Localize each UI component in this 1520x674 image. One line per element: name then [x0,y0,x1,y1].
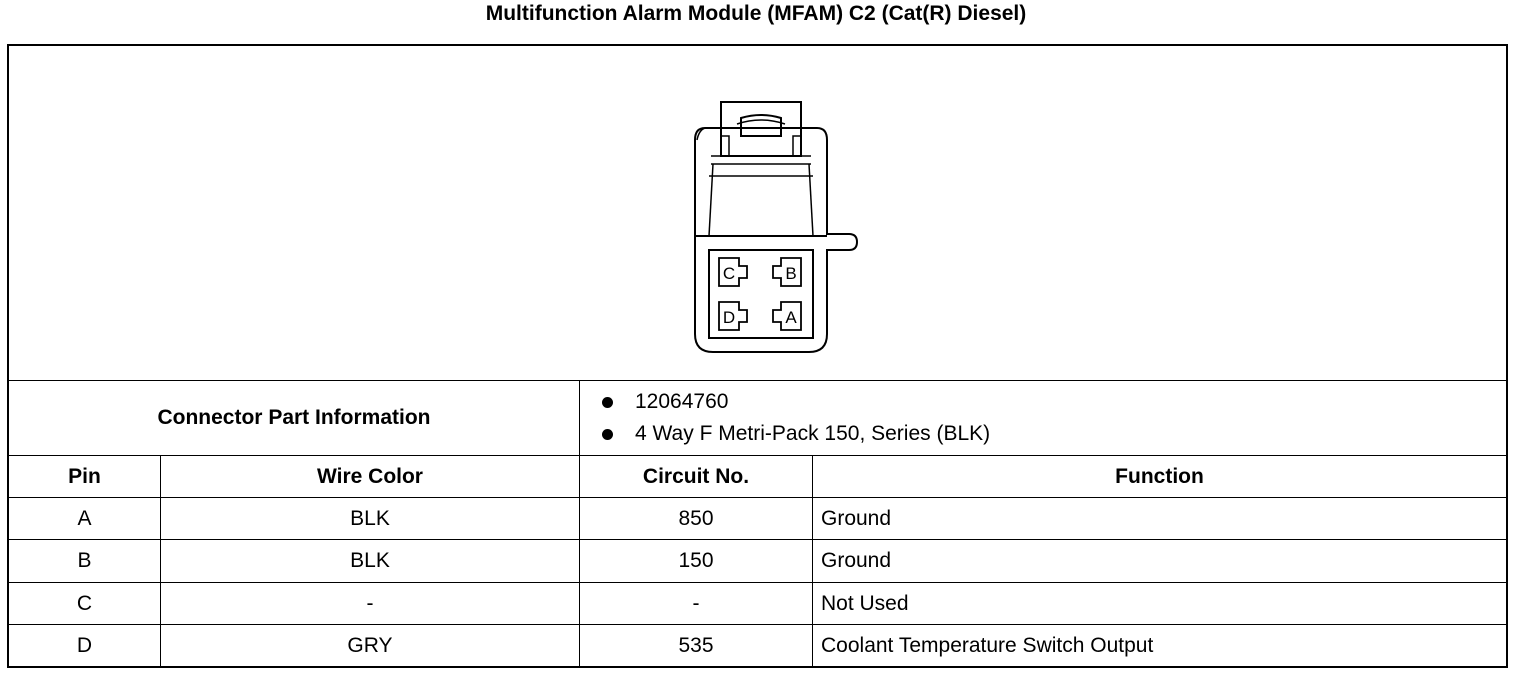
cell-function: Ground [821,506,892,530]
cell-pin: A [9,498,161,539]
part-number: 12064760 [635,390,729,413]
cell-wire-color: - [161,583,580,624]
table-row [9,540,1506,583]
connector-diagram [9,46,1506,381]
table-row [9,583,1506,625]
header-circuit-no: Circuit No. [580,456,813,497]
part-info-label: Connector Part Information [9,381,580,455]
cell-pin: D [9,625,161,666]
header-pin: Pin [9,456,161,497]
pin-label-d: D [722,308,736,327]
part-info-row [9,381,1506,456]
cell-circuit-no: 535 [580,625,813,666]
header-function: Function [1115,464,1204,488]
part-info-item [602,418,990,450]
cell-function: Ground [821,549,892,572]
bullet-icon [602,429,613,440]
cell-pin: B [9,540,161,582]
cell-circuit-no: 150 [580,540,813,582]
pin-label-b: B [785,264,797,283]
cell-circuit-no: 850 [580,498,813,539]
part-info-list [580,381,990,455]
cell-function: Coolant Temperature Switch Output [821,633,1154,657]
cell-wire-color: BLK [161,498,580,539]
cell-wire-color: BLK [161,540,580,582]
pin-label-a: A [785,308,797,327]
connector-face-drawing [679,96,869,366]
part-info-item [602,386,990,418]
cell-pin: C [9,583,161,624]
header-wire-color: Wire Color [161,456,580,497]
cell-wire-color: GRY [161,625,580,666]
table-row [9,625,1506,666]
pin-label-c: C [722,264,736,283]
table-header-row [9,456,1506,498]
part-description: 4 Way F Metri-Pack 150, Series (BLK) [635,422,991,445]
table-row [9,498,1506,540]
page-title: Multifunction Alarm Module (MFAM) C2 (Cat(R) Diesel) [485,2,1027,25]
cell-function: Not Used [821,591,909,615]
cell-circuit-no: - [580,583,813,624]
bullet-icon [602,397,613,408]
connector-document [7,44,1508,668]
